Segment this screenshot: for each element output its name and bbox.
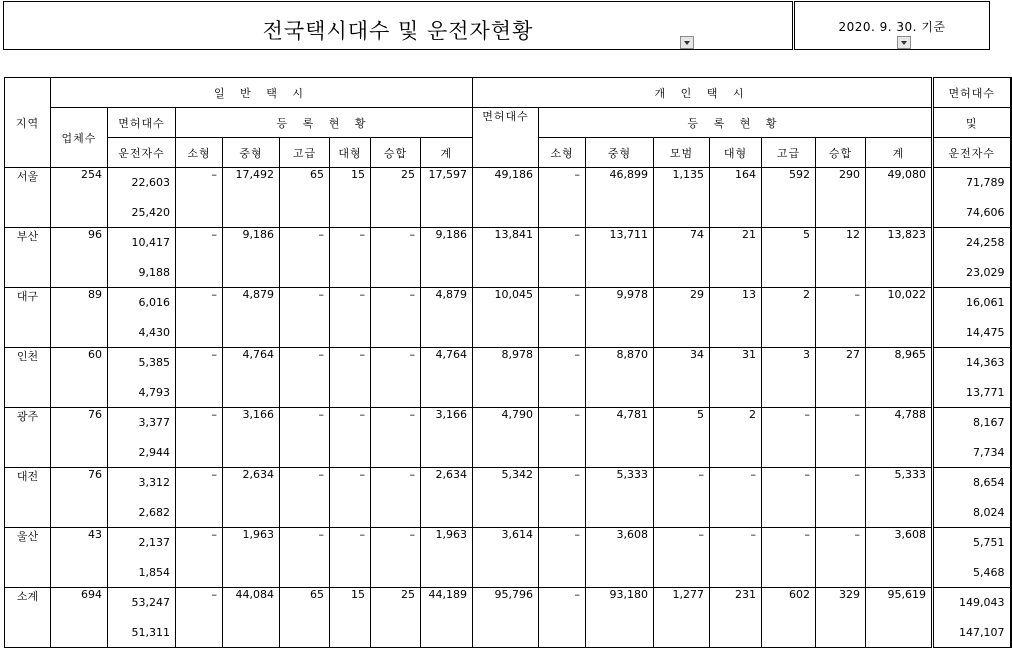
private-taxi-cell: 9,978 — [586, 288, 654, 348]
private-taxi-cell: 8,965 — [866, 348, 933, 408]
header-g-col: 소형 — [176, 138, 223, 168]
general-taxi-cell: – — [176, 348, 223, 408]
general-taxi-cell: – — [176, 168, 223, 228]
private-taxi-cell: 49,080 — [866, 168, 933, 228]
drivers-value: 2,944 — [138, 446, 170, 459]
title-dropdown-icon[interactable] — [680, 36, 694, 49]
general-taxi-cell: – — [330, 408, 371, 468]
general-taxi-cell: – — [280, 228, 330, 288]
private-taxi-cell: – — [816, 288, 866, 348]
general-taxi-cell: 15 — [330, 168, 371, 228]
license-value: 10,417 — [131, 236, 170, 249]
license-value: 22,603 — [131, 176, 170, 189]
total-license-value: 8,654 — [973, 476, 1005, 489]
general-taxi-cell: 65 — [280, 168, 330, 228]
private-taxi-cell: 4,781 — [586, 408, 654, 468]
license-value: 53,247 — [131, 596, 170, 609]
header-g-col: 대형 — [330, 138, 371, 168]
private-taxi-cell: 3,608 — [866, 528, 933, 588]
drivers-value: 1,854 — [138, 566, 170, 579]
table-row — [5, 228, 1011, 288]
header-total-3: 운전자수 — [933, 138, 1011, 168]
general-taxi-cell: 25 — [371, 588, 421, 648]
drivers-value: 4,793 — [138, 386, 170, 399]
drivers-value: 9,188 — [138, 266, 170, 279]
general-taxi-cell: 3,166 — [223, 408, 280, 468]
general-taxi-cell: – — [176, 228, 223, 288]
total-cell — [933, 468, 1011, 528]
taxi-table — [4, 77, 1012, 648]
header-g-col: 계 — [421, 138, 473, 168]
private-taxi-cell: – — [762, 468, 816, 528]
companies-cell: 694 — [51, 588, 108, 648]
companies-cell: 43 — [51, 528, 108, 588]
private-license-cell: 95,796 — [473, 588, 539, 648]
page-title: 전국택시대수 및 운전자현황 — [262, 19, 534, 43]
private-taxi-cell: – — [816, 528, 866, 588]
general-taxi-cell: 65 — [280, 588, 330, 648]
general-taxi-cell: – — [330, 528, 371, 588]
region-cell: 대전 — [5, 468, 51, 528]
license-value: 5,385 — [138, 356, 170, 369]
general-taxi-cell: – — [280, 408, 330, 468]
private-license-cell: 8,978 — [473, 348, 539, 408]
private-taxi-cell: 95,619 — [866, 588, 933, 648]
private-taxi-cell: – — [654, 528, 710, 588]
private-taxi-cell: 602 — [762, 588, 816, 648]
header-p-registration: 등 록 현 황 — [539, 108, 933, 138]
general-taxi-cell: – — [330, 228, 371, 288]
header-companies: 업체수 — [51, 108, 108, 168]
table-row — [5, 168, 1011, 228]
private-taxi-cell: 5 — [654, 408, 710, 468]
companies-cell: 96 — [51, 228, 108, 288]
private-taxi-cell: 10,022 — [866, 288, 933, 348]
private-license-cell: 4,790 — [473, 408, 539, 468]
private-taxi-cell: 31 — [710, 348, 762, 408]
private-license-cell: 5,342 — [473, 468, 539, 528]
region-cell: 울산 — [5, 528, 51, 588]
header-row-2 — [5, 108, 1011, 138]
private-taxi-cell: – — [539, 288, 586, 348]
private-taxi-cell: 93,180 — [586, 588, 654, 648]
general-taxi-cell: 2,634 — [421, 468, 473, 528]
total-drivers-value: 8,024 — [973, 506, 1005, 519]
header-row-1 — [5, 78, 1011, 108]
header-g-col: 중형 — [223, 138, 280, 168]
private-taxi-cell: 329 — [816, 588, 866, 648]
header-p-col: 모범 — [654, 138, 710, 168]
region-cell: 광주 — [5, 408, 51, 468]
header-g-col: 승합 — [371, 138, 421, 168]
general-taxi-cell: 4,879 — [223, 288, 280, 348]
drivers-value: 4,430 — [138, 326, 170, 339]
header-p-col: 대형 — [710, 138, 762, 168]
private-taxi-cell: – — [762, 408, 816, 468]
private-taxi-cell: – — [654, 468, 710, 528]
license-driver-cell — [108, 228, 176, 288]
license-driver-cell — [108, 528, 176, 588]
general-taxi-cell: – — [280, 468, 330, 528]
private-taxi-cell: 13,711 — [586, 228, 654, 288]
private-taxi-cell: 5,333 — [866, 468, 933, 528]
private-taxi-cell: 1,135 — [654, 168, 710, 228]
header-total-1: 면허대수 — [933, 78, 1011, 108]
private-taxi-cell: – — [816, 408, 866, 468]
total-drivers-value: 13,771 — [966, 386, 1005, 399]
general-taxi-cell: – — [330, 468, 371, 528]
table-row — [5, 468, 1011, 528]
general-taxi-cell: – — [176, 468, 223, 528]
total-cell — [933, 168, 1011, 228]
private-taxi-cell: 13,823 — [866, 228, 933, 288]
header-private-taxi: 개 인 택 시 — [473, 78, 933, 108]
header-p-col: 승합 — [816, 138, 866, 168]
private-taxi-cell: – — [539, 408, 586, 468]
private-taxi-cell: 592 — [762, 168, 816, 228]
private-taxi-cell: 21 — [710, 228, 762, 288]
total-license-value: 71,789 — [966, 176, 1005, 189]
date-dropdown-icon[interactable] — [897, 36, 911, 49]
table-row — [5, 588, 1011, 648]
region-cell: 인천 — [5, 348, 51, 408]
private-taxi-cell: – — [539, 468, 586, 528]
drivers-value: 25,420 — [131, 206, 170, 219]
header-p-col: 고급 — [762, 138, 816, 168]
license-value: 3,377 — [138, 416, 170, 429]
header-p-col: 계 — [866, 138, 933, 168]
private-taxi-cell: 5 — [762, 228, 816, 288]
private-taxi-cell: 1,277 — [654, 588, 710, 648]
general-taxi-cell: 15 — [330, 588, 371, 648]
region-cell: 소계 — [5, 588, 51, 648]
private-taxi-cell: 12 — [816, 228, 866, 288]
private-taxi-cell: 34 — [654, 348, 710, 408]
license-value: 3,312 — [138, 476, 170, 489]
total-cell — [933, 408, 1011, 468]
header-total-2: 및 — [933, 108, 1011, 138]
license-driver-cell — [108, 168, 176, 228]
private-taxi-cell: – — [539, 528, 586, 588]
general-taxi-cell: – — [280, 288, 330, 348]
private-taxi-cell: 2 — [710, 408, 762, 468]
total-license-value: 149,043 — [959, 596, 1005, 609]
total-drivers-value: 23,029 — [966, 266, 1005, 279]
companies-cell: 254 — [51, 168, 108, 228]
general-taxi-cell: – — [371, 348, 421, 408]
general-taxi-cell: – — [176, 588, 223, 648]
total-cell — [933, 528, 1011, 588]
companies-cell: 76 — [51, 468, 108, 528]
drivers-value: 51,311 — [131, 626, 170, 639]
companies-cell: 76 — [51, 408, 108, 468]
title-box — [3, 1, 793, 50]
total-cell — [933, 228, 1011, 288]
private-taxi-cell: 3 — [762, 348, 816, 408]
general-taxi-cell: 4,764 — [223, 348, 280, 408]
table-row — [5, 288, 1011, 348]
general-taxi-cell: 4,764 — [421, 348, 473, 408]
header-g-col: 고급 — [280, 138, 330, 168]
header-p-col: 중형 — [586, 138, 654, 168]
table-row — [5, 408, 1011, 468]
license-driver-cell — [108, 588, 176, 648]
table-row — [5, 348, 1011, 408]
general-taxi-cell: – — [176, 528, 223, 588]
private-taxi-cell: 5,333 — [586, 468, 654, 528]
private-taxi-cell: 4,788 — [866, 408, 933, 468]
license-driver-cell — [108, 348, 176, 408]
general-taxi-cell: 4,879 — [421, 288, 473, 348]
private-taxi-cell: – — [539, 348, 586, 408]
general-taxi-cell: 44,084 — [223, 588, 280, 648]
private-taxi-cell: 2 — [762, 288, 816, 348]
general-taxi-cell: 9,186 — [223, 228, 280, 288]
total-drivers-value: 5,468 — [973, 566, 1005, 579]
private-license-cell: 3,614 — [473, 528, 539, 588]
total-license-value: 8,167 — [973, 416, 1005, 429]
general-taxi-cell: – — [330, 348, 371, 408]
private-taxi-cell: – — [710, 528, 762, 588]
private-taxi-cell: 3,608 — [586, 528, 654, 588]
license-driver-cell — [108, 288, 176, 348]
total-drivers-value: 147,107 — [959, 626, 1005, 639]
total-drivers-value: 74,606 — [966, 206, 1005, 219]
general-taxi-cell: 3,166 — [421, 408, 473, 468]
general-taxi-cell: – — [176, 288, 223, 348]
general-taxi-cell: – — [280, 348, 330, 408]
total-cell — [933, 588, 1011, 648]
general-taxi-cell: – — [371, 288, 421, 348]
header-g-registration: 등 록 현 황 — [176, 108, 473, 138]
private-taxi-cell: – — [539, 228, 586, 288]
total-license-value: 5,751 — [973, 536, 1005, 549]
header-p-col: 소형 — [539, 138, 586, 168]
header-general-taxi: 일 반 택 시 — [51, 78, 473, 108]
private-taxi-cell: – — [539, 168, 586, 228]
general-taxi-cell: 17,492 — [223, 168, 280, 228]
license-driver-cell — [108, 468, 176, 528]
total-cell — [933, 348, 1011, 408]
date-box — [794, 1, 990, 50]
general-taxi-cell: – — [280, 528, 330, 588]
general-taxi-cell: – — [176, 408, 223, 468]
private-taxi-cell: – — [710, 468, 762, 528]
private-taxi-cell: – — [539, 588, 586, 648]
total-license-value: 14,363 — [966, 356, 1005, 369]
private-license-cell: 49,186 — [473, 168, 539, 228]
private-taxi-cell: 74 — [654, 228, 710, 288]
general-taxi-cell: 44,189 — [421, 588, 473, 648]
total-license-value: 24,258 — [966, 236, 1005, 249]
license-driver-cell — [108, 408, 176, 468]
general-taxi-cell: – — [330, 288, 371, 348]
general-taxi-cell: 9,186 — [421, 228, 473, 288]
private-taxi-cell: 13 — [710, 288, 762, 348]
private-taxi-cell: 29 — [654, 288, 710, 348]
license-value: 6,016 — [138, 296, 170, 309]
total-license-value: 16,061 — [966, 296, 1005, 309]
header-drivers: 운전자수 — [108, 138, 176, 168]
drivers-value: 2,682 — [138, 506, 170, 519]
private-taxi-cell: – — [762, 528, 816, 588]
region-cell: 대구 — [5, 288, 51, 348]
general-taxi-cell: – — [371, 228, 421, 288]
table-row — [5, 528, 1011, 588]
general-taxi-cell: 1,963 — [421, 528, 473, 588]
companies-cell: 60 — [51, 348, 108, 408]
general-taxi-cell: – — [371, 468, 421, 528]
private-taxi-cell: 290 — [816, 168, 866, 228]
header-p-license-count: 면허대수 — [473, 108, 539, 168]
reference-date: 2020. 9. 30. 기준 — [838, 20, 946, 34]
private-taxi-cell: – — [816, 468, 866, 528]
general-taxi-cell: 25 — [371, 168, 421, 228]
total-drivers-value: 14,475 — [966, 326, 1005, 339]
total-cell — [933, 288, 1011, 348]
private-taxi-cell: 46,899 — [586, 168, 654, 228]
general-taxi-cell: 1,963 — [223, 528, 280, 588]
total-drivers-value: 7,734 — [973, 446, 1005, 459]
header-region: 지역 — [5, 78, 51, 168]
header-license-count: 면허대수 — [108, 108, 176, 138]
region-cell: 부산 — [5, 228, 51, 288]
general-taxi-cell: – — [371, 408, 421, 468]
private-taxi-cell: 164 — [710, 168, 762, 228]
region-cell: 서울 — [5, 168, 51, 228]
companies-cell: 89 — [51, 288, 108, 348]
private-license-cell: 13,841 — [473, 228, 539, 288]
license-value: 2,137 — [138, 536, 170, 549]
general-taxi-cell: 17,597 — [421, 168, 473, 228]
general-taxi-cell: 2,634 — [223, 468, 280, 528]
private-taxi-cell: 27 — [816, 348, 866, 408]
general-taxi-cell: – — [371, 528, 421, 588]
private-taxi-cell: 231 — [710, 588, 762, 648]
private-license-cell: 10,045 — [473, 288, 539, 348]
private-taxi-cell: 8,870 — [586, 348, 654, 408]
